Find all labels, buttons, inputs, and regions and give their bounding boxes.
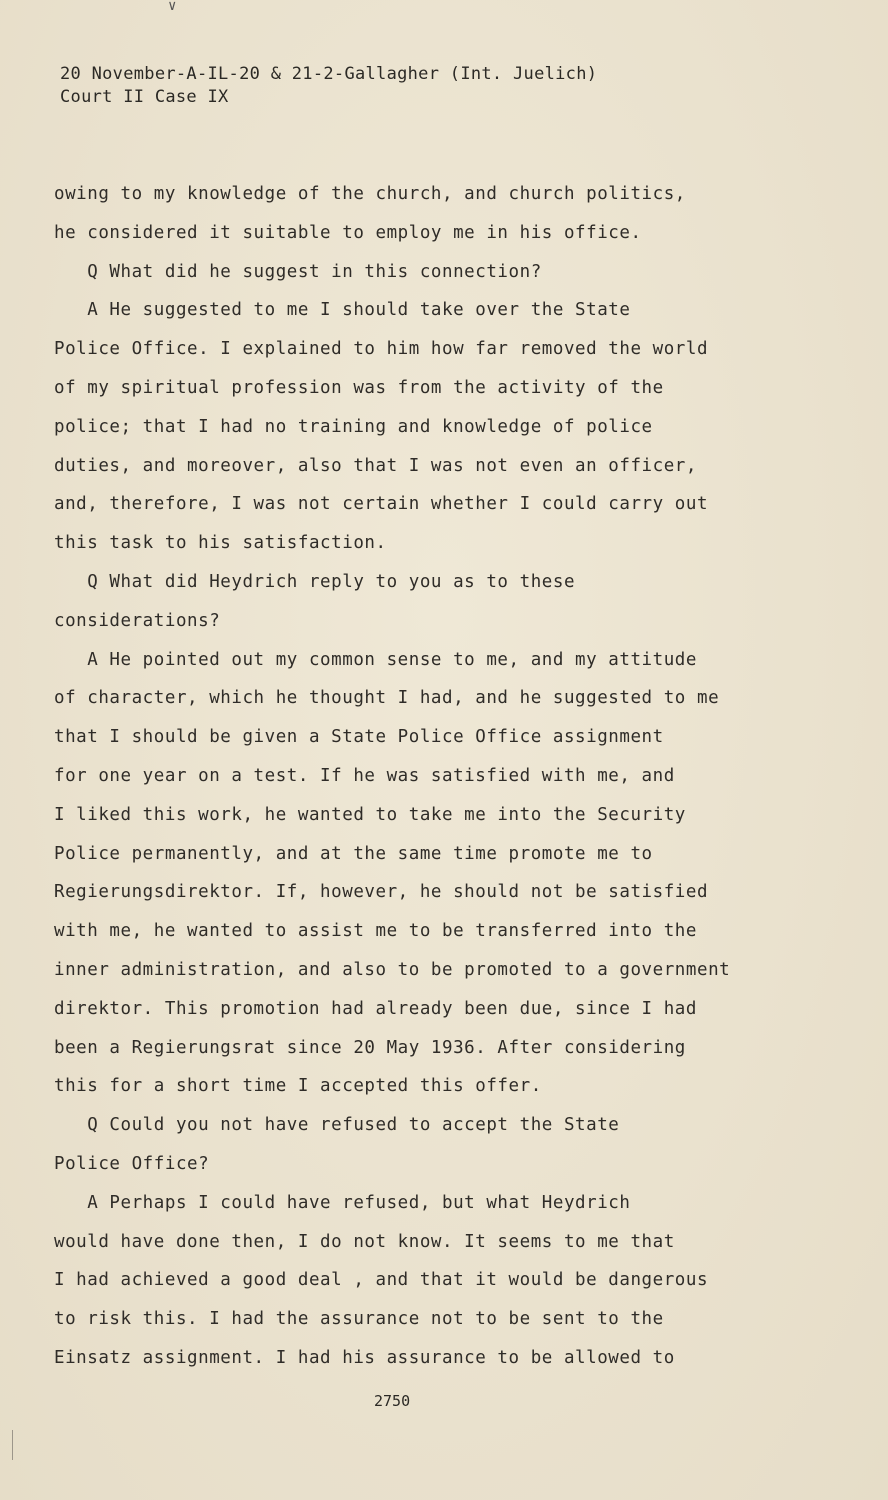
text-line: and, therefore, I was not certain whether I could carry out — [54, 494, 709, 515]
text-line: police; that I had no training and knowledge of police — [54, 416, 653, 437]
text-line: Police permanently, and at the same time promote me to — [54, 843, 653, 864]
text-line: of character, which he thought I had, and he suggested to me — [54, 688, 720, 709]
text-line: A Perhaps I could have refused, but what Heydrich — [54, 1192, 631, 1213]
text-line: Q What did he suggest in this connection? — [54, 261, 542, 282]
text-line: with me, he wanted to assist me to be transferred into the — [54, 921, 697, 942]
text-line: Einsatz assignment. I had his assurance to be allowed to — [54, 1348, 675, 1368]
text-line: been a Regierungsrat since 20 May 1936. After considering — [54, 1037, 686, 1058]
text-line: Q What did Heydrich reply to you as to these — [54, 572, 576, 592]
text-line: Police Office? — [54, 1154, 210, 1174]
text-line: considerations? — [54, 610, 221, 631]
text-line: that I should be given a State Police Office assignment — [54, 727, 664, 748]
text-line: Regierungsdirektor. If, however, he should not be satisfied — [54, 882, 709, 903]
text-line: Q Could you not have refused to accept the State — [54, 1115, 620, 1136]
text-line: to risk this. I had the assurance not to be sent to the — [54, 1309, 664, 1330]
text-line: I liked this work, he wanted to take me into the Security — [54, 804, 686, 825]
text-line: duties, and moreover, also that I was not even an officer, — [54, 455, 697, 476]
text-line: this task to his satisfaction. — [54, 533, 387, 554]
text-line: he considered it suitable to employ me in his office. — [54, 222, 642, 243]
text-line: A He suggested to me I should take over the State — [54, 300, 631, 321]
text-line: of my spiritual profession was from the activity of the — [54, 378, 664, 398]
text-line: Police Office. I explained to him how far removed the world — [54, 339, 709, 360]
text-line: would have done then, I do not know. It seems to me that — [54, 1231, 675, 1252]
margin-mark — [12, 1430, 13, 1460]
text-line: direktor. This promotion had already been due, since I had — [54, 998, 697, 1019]
text-line: owing to my knowledge of the church, and church politics, — [54, 184, 686, 204]
header-line-1: 20 November-A-IL-20 & 21-2-Gallagher (Int. Juelich) — [60, 64, 598, 84]
top-mark: ∨ — [168, 0, 177, 14]
header-line-2: Court II Case IX — [60, 87, 229, 107]
text-line: inner administration, and also to be promoted to a government — [54, 960, 731, 980]
text-line: this for a short time I accepted this offer. — [54, 1076, 542, 1097]
text-line: I had achieved a good deal , and that it would be dangerous — [54, 1270, 709, 1291]
page-number: 2750 — [374, 1392, 411, 1410]
text-line: for one year on a test. If he was satisfied with me, and — [54, 766, 675, 786]
text-line: A He pointed out my common sense to me, and my attitude — [54, 649, 697, 670]
